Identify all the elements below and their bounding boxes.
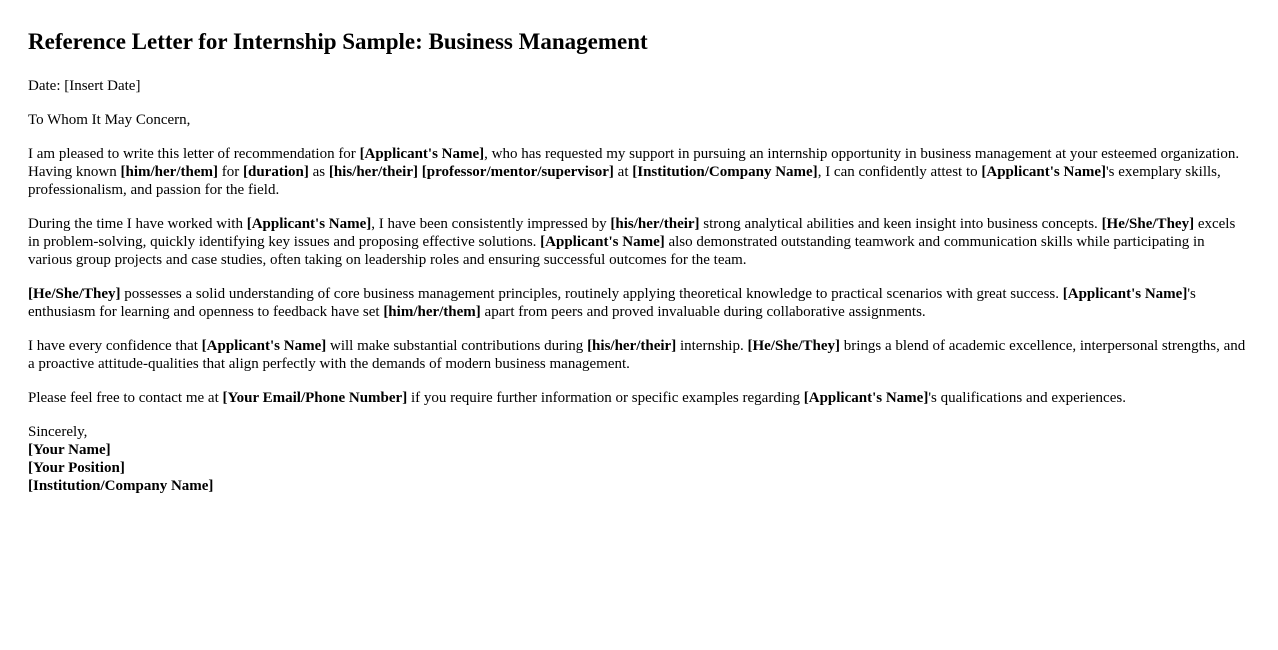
paragraph-text: apart from peers and proved invaluable during collaborative assignments. xyxy=(480,304,926,320)
body-paragraph xyxy=(28,215,1250,269)
placeholder-text: [his/her/their] xyxy=(328,164,418,180)
paragraph-text: brings a blend of academic excellence, interpersonal strengths, and a proactive attitude-qualities that align perfectly with the demands of modern business management. xyxy=(28,338,1246,372)
placeholder-text: [Your Email/Phone Number] xyxy=(222,390,408,406)
placeholder-text: [Applicant's Name] xyxy=(201,338,327,354)
paragraph-text: 's qualifications and experiences. xyxy=(928,390,1126,406)
paragraph-text: 's enthusiasm for learning and openness to feedback have set xyxy=(28,286,1196,320)
body-paragraph xyxy=(28,337,1250,373)
paragraph-text: at xyxy=(613,164,633,180)
paragraph-text: possesses a solid understanding of core business management principles, routinely applying theoretical knowledge to practical scenarios with great success. xyxy=(120,286,1063,302)
paragraph-text: I am pleased to write this letter of recommendation for xyxy=(28,146,360,162)
paragraph-text: , I can confidently attest to xyxy=(817,164,982,180)
paragraph-text: During the time I have worked with xyxy=(28,216,247,232)
closing-line: Sincerely, xyxy=(28,424,88,440)
signature-block xyxy=(28,423,1250,495)
body-paragraph xyxy=(28,285,1250,321)
placeholder-text: [professor/mentor/supervisor] xyxy=(421,164,614,180)
signature-position: [Your Position] xyxy=(28,460,125,476)
placeholder-text: [him/her/them] xyxy=(120,164,218,180)
placeholder-text: [Applicant's Name] xyxy=(246,216,372,232)
paragraph-text: excels in problem-solving, quickly identifying key issues and proposing effective solutions. xyxy=(28,216,1236,250)
placeholder-text: [He/She/They] xyxy=(747,338,840,354)
placeholder-text: [his/her/their] xyxy=(610,216,700,232)
placeholder-text: [duration] xyxy=(242,164,309,180)
placeholder-text: [his/her/their] xyxy=(587,338,677,354)
paragraph-text: for xyxy=(217,164,243,180)
placeholder-text: [Applicant's Name] xyxy=(359,146,485,162)
paragraph-text: I have every confidence that xyxy=(28,338,202,354)
letter-body xyxy=(28,145,1250,407)
paragraph-text: if you require further information or specific examples regarding xyxy=(407,390,804,406)
placeholder-text: [He/She/They] xyxy=(1101,216,1195,232)
placeholder-text: [Applicant's Name] xyxy=(540,234,665,250)
paragraph-text: strong analytical abilities and keen insight into business concepts. xyxy=(699,216,1102,232)
placeholder-text: [him/her/them] xyxy=(383,304,481,320)
placeholder-text: [He/She/They] xyxy=(28,286,121,302)
signature-name: [Your Name] xyxy=(28,442,111,458)
paragraph-text: , I have been consistently impressed by xyxy=(371,216,611,232)
paragraph-text: 's exemplary skills, professionalism, and passion for the field. xyxy=(28,164,1221,198)
signature-institution: [Institution/Company Name] xyxy=(28,478,214,494)
paragraph-text: will make substantial contributions during xyxy=(326,338,588,354)
paragraph-text: internship. xyxy=(676,338,748,354)
paragraph-text: as xyxy=(308,164,329,180)
paragraph-text: , who has requested my support in pursuing an internship opportunity in business management at your esteemed organization. Having known xyxy=(28,146,1240,180)
placeholder-text: [Applicant's Name] xyxy=(981,164,1106,180)
letter-salutation: To Whom It May Concern, xyxy=(28,112,191,128)
paragraph-text: Please feel free to contact me at xyxy=(28,390,223,406)
letter-date: Date: [Insert Date] xyxy=(28,78,141,94)
body-paragraph xyxy=(28,389,1250,407)
placeholder-text: [Applicant's Name] xyxy=(1062,286,1188,302)
placeholder-text: [Applicant's Name] xyxy=(803,390,929,406)
paragraph-text: also demonstrated outstanding teamwork and communication skills while participating in various group projects and case studies, often taking on leadership roles and ensuring successful outcomes for the team. xyxy=(28,234,1205,268)
letter-title: Reference Letter for Internship Sample: Business Management xyxy=(28,29,648,54)
body-paragraph xyxy=(28,145,1250,199)
placeholder-text: [Institution/Company Name] xyxy=(632,164,818,180)
